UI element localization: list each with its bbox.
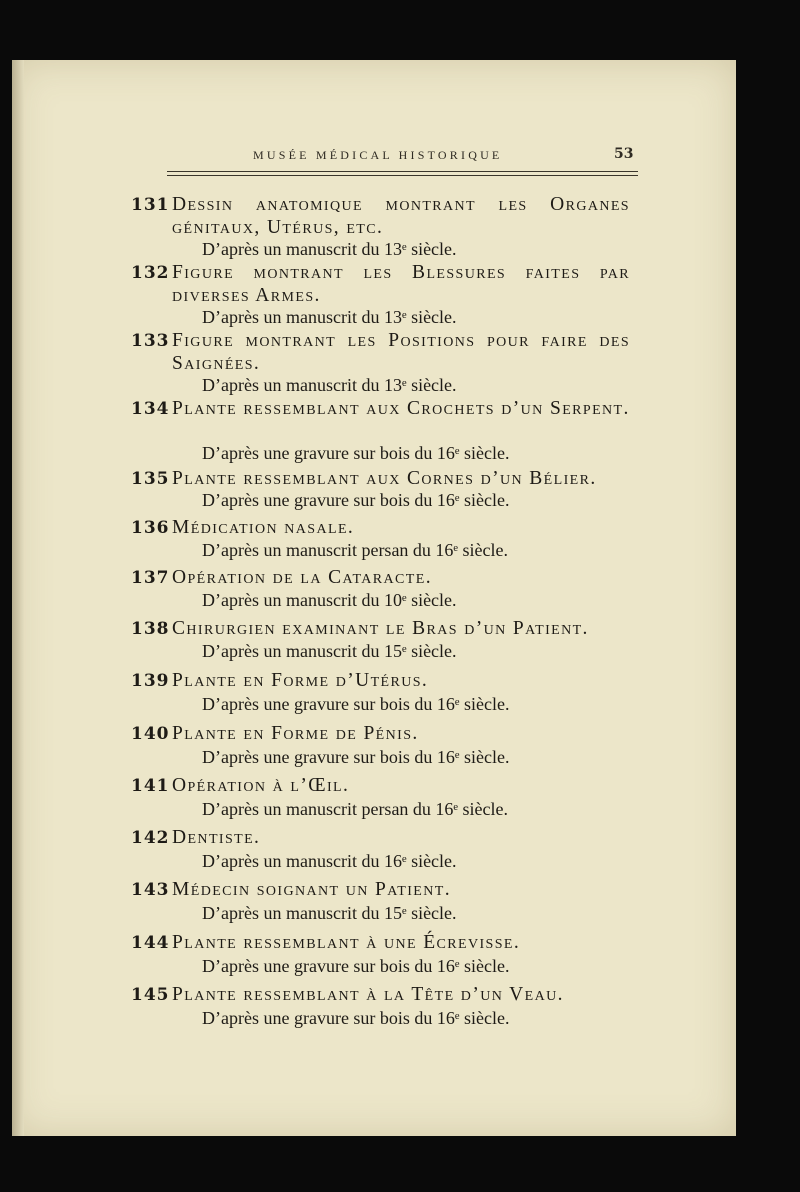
entry-title: Dentiste. (172, 827, 261, 848)
entry-source: D’après un manuscrit du 16ᵉ siècle. (202, 851, 457, 871)
entry-source: D’après une gravure sur bois du 16ᵉ siècle. (202, 956, 510, 976)
running-title: MUSÉE MÉDICAL HISTORIQUE (253, 148, 503, 162)
entry-number: 131 (131, 195, 170, 215)
entry-number: 133 (131, 331, 170, 351)
entry-number: 145 (131, 985, 170, 1005)
entry-number: 136 (131, 518, 170, 538)
entry-number: 132 (131, 263, 170, 283)
entry-number: 140 (131, 724, 170, 744)
entry-source: D’après un manuscrit du 13ᵉ siècle. (202, 307, 457, 327)
entry-source: D’après un manuscrit du 15ᵉ siècle. (202, 903, 457, 923)
entry-number: 144 (131, 933, 170, 953)
entry-title: Opération à l’Œil. (172, 775, 350, 796)
entry-number: 134 (131, 399, 170, 419)
entry-number: 143 (131, 880, 170, 900)
entry-title: Plante en Forme d’Utérus. (172, 670, 429, 691)
entry-title: Médication nasale. (172, 517, 355, 538)
entry-source: D’après une gravure sur bois du 16ᵉ siècle. (202, 747, 510, 767)
page-number: 53 (614, 146, 634, 162)
entry-title: Opération de la Cataracte. (172, 567, 432, 588)
entry-source: D’après une gravure sur bois du 16ᵉ siècle. (202, 1008, 510, 1028)
entry-number: 142 (131, 828, 170, 848)
entry-source: D’après un manuscrit persan du 16ᵉ siècle. (202, 540, 509, 560)
entry-title: Plante en Forme de Pénis. (172, 723, 419, 744)
entry-title: Figure montrant les Positions pour faire des Saignées. (172, 330, 630, 374)
entry-source: D’après un manuscrit du 15ᵉ siècle. (202, 641, 457, 661)
entry-title: Dessin anatomique montrant les Organes génitaux, Utérus, etc. (172, 194, 630, 238)
entry-title: Figure montrant les Blessures faites par diverses Armes. (172, 262, 630, 306)
catalogue-entries (12, 60, 736, 1136)
entry-source: D’après un manuscrit du 13ᵉ siècle. (202, 239, 457, 259)
entry-title: Plante ressemblant aux Cornes d’un Bélier. (172, 468, 597, 489)
entry-title: Plante ressemblant à une Écrevisse. (172, 932, 521, 953)
entry-number: 137 (131, 568, 170, 588)
entry-source: D’après une gravure sur bois du 16ᵉ siècle. (202, 443, 510, 463)
book-page (12, 60, 736, 1136)
entry-source: D’après un manuscrit persan du 16ᵉ siècle. (202, 799, 509, 819)
entry-number: 135 (131, 469, 170, 489)
entry-title: Médecin soignant un Patient. (172, 879, 451, 900)
entry-source: D’après un manuscrit du 10ᵉ siècle. (202, 590, 457, 610)
entry-title: Plante ressemblant à la Tête d’un Veau. (172, 984, 564, 1005)
entry-source: D’après un manuscrit du 13ᵉ siècle. (202, 375, 457, 395)
entry-title: Chirurgien examinant le Bras d’un Patient. (172, 618, 589, 639)
entry-source: D’après une gravure sur bois du 16ᵉ siècle. (202, 490, 510, 510)
entry-title: Plante ressemblant aux Crochets d’un Serpent. (172, 398, 630, 419)
entry-source: D’après une gravure sur bois du 16ᵉ siècle. (202, 694, 510, 714)
entry-number: 138 (131, 619, 170, 639)
entry-number: 141 (131, 776, 170, 796)
entry-number: 139 (131, 671, 170, 691)
